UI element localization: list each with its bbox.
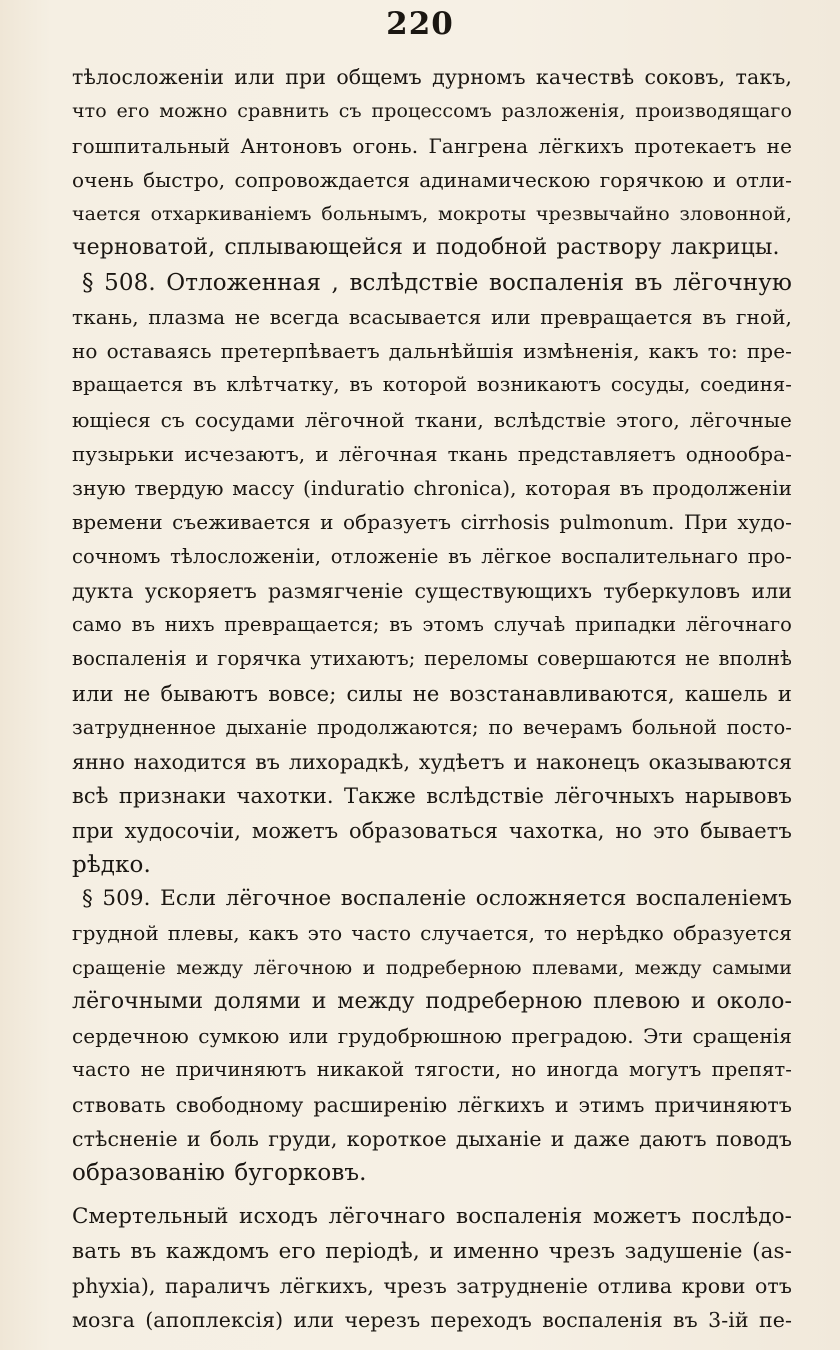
paragraph-continuation — [72, 60, 792, 266]
section-heading-line: § 509. Если лёгочное воспаленіе осложняется воспаленіемъ — [82, 886, 792, 911]
text-line: вращается въ клѣтчатку, въ которой возникаютъ сосуды, соединя- — [72, 373, 792, 397]
paragraph-section-509 — [72, 882, 792, 1190]
text-line: сочномъ тѣлосложеніи, отложеніе въ лёгкое воспалительнаго про- — [72, 544, 792, 568]
text-line: тѣлосложеніи или при общемъ дурномъ качествѣ соковъ, такъ, — [72, 65, 792, 89]
text-line: гошпитальный Антоновъ огонь. Гангрена лёгкихъ протекаетъ не — [72, 133, 792, 158]
text-line: само въ нихъ превращается; въ этомъ случаѣ припадки лёгочнаго — [72, 613, 792, 636]
text-line: рѣдко. — [72, 851, 151, 878]
text-line: зную твердую массу (induratio chronica), которая въ продолженіи — [72, 476, 792, 500]
body-text — [72, 60, 792, 1337]
text-line: затрудненное дыханіе продолжаются; по вечерамъ больной посто- — [72, 715, 792, 739]
text-line: вать въ каждомъ его періодѣ, и именно чрезъ задушеніе (as- — [72, 1238, 792, 1264]
text-line: ствовать свободному расширенію лёгкихъ и этимъ причиняютъ — [72, 1092, 792, 1117]
text-line: phyxia), параличъ лёгкихъ, чрезъ затрудненіе отлива крови отъ — [72, 1273, 792, 1298]
text-line: черноватой, сплывающейся и подобной раствору лакрицы. — [72, 235, 780, 261]
text-line: или не бываютъ вовсе; силы не возстанавливаются, кашель и — [72, 681, 792, 706]
text-line: всѣ признаки чахотки. Также вслѣдствіе лёгочныхъ нарывовъ — [72, 784, 792, 809]
text-line: пузырьки исчезаютъ, и лёгочная ткань представляетъ однообра- — [72, 441, 792, 466]
text-line: лёгочными долями и между подреберною плевою и около- — [72, 988, 792, 1014]
paragraph-gap — [72, 1190, 792, 1200]
text-line: сердечною сумкою или грудобрюшною преградою. Эти сращенія — [72, 1024, 792, 1048]
text-line: грудной плевы, какъ это часто случается, то нерѣдко образуется — [72, 921, 792, 946]
text-line: сращеніе между лёгочною и подреберною плевами, между самыми — [72, 956, 792, 979]
section-heading-line: § 508. Отложенная , вслѣдствіе воспаленія въ лёгочную — [82, 269, 792, 296]
text-line: часто не причиняютъ никакой тягости, но иногда могутъ препят- — [72, 1058, 792, 1082]
paragraph-section-508 — [72, 266, 792, 883]
paragraph-outcome — [72, 1200, 792, 1337]
text-line: но оставаясь претерпѣваетъ дальнѣйшія измѣненія, какъ то: пре- — [72, 339, 792, 363]
page-number: 220 — [386, 6, 454, 42]
text-line: мозга (апоплексія) или черезъ переходъ воспаленія въ 3-ій пе- — [72, 1308, 792, 1332]
text-line: чается отхаркиваніемъ больнымъ, мокроты чрезвычайно зловонной, — [72, 203, 792, 225]
text-line: что его можно сравнить съ процессомъ разложенія, производящаго — [72, 100, 792, 123]
text-line: янно находится въ лихорадкѣ, худѣетъ и наконецъ оказываются — [72, 750, 792, 774]
text-line: ткань, плазма не всегда всасывается или превращается въ гной, — [72, 304, 792, 329]
text-line: Смертельный исходъ лёгочнаго воспаленія можетъ послѣдо- — [72, 1204, 792, 1230]
text-line: времени съеживается и образуетъ cirrhosis pulmonum. При худо- — [72, 510, 792, 535]
text-line: ющіеся съ сосудами лёгочной ткани, вслѣдствіе этого, лёгочные — [72, 407, 792, 432]
text-line: дукта ускоряетъ размягченіе существующихъ туберкуловъ или — [72, 578, 792, 603]
text-line: при худосочіи, можетъ образоваться чахотка, но это бываетъ — [72, 818, 792, 843]
text-line: образованію бугорковъ. — [72, 1160, 367, 1186]
text-line: очень быстро, сопровождается адинамическою горячкою и отли- — [72, 167, 792, 192]
text-line: стѣсненіе и боль груди, короткое дыханіе и даже даютъ поводъ — [72, 1126, 792, 1151]
text-line: воспаленія и горячка утихаютъ; переломы совершаются не вполнѣ — [72, 647, 792, 671]
